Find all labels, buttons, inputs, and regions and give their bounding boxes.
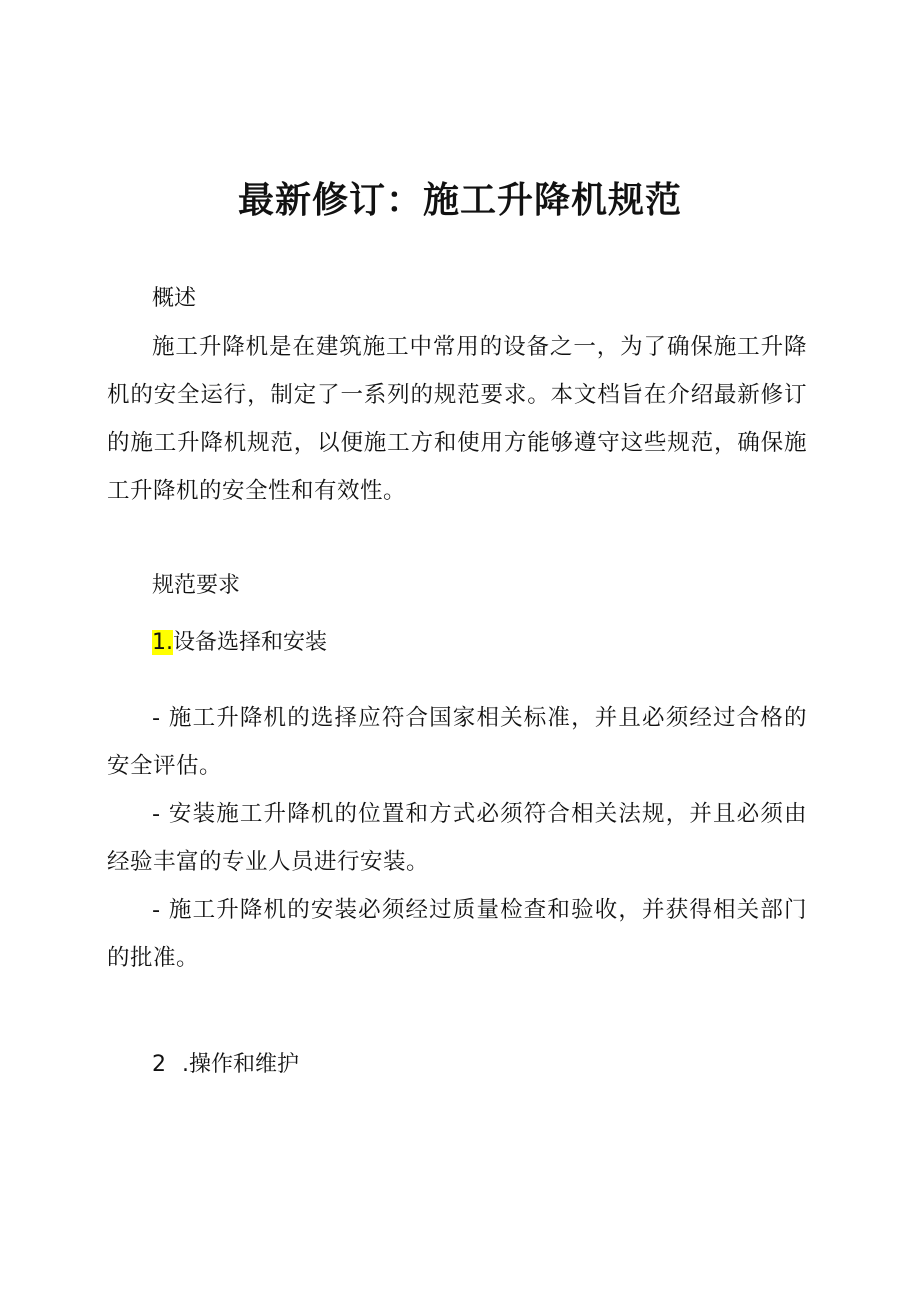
section-1-number: 1. bbox=[152, 630, 173, 655]
overview-heading: 概述 bbox=[152, 286, 197, 311]
section-1-title: 设备选择和安装 bbox=[173, 630, 328, 655]
section-2-heading bbox=[152, 1049, 299, 1081]
document-title: 最新修订：施工升降机规范 bbox=[237, 180, 682, 221]
section-1-heading bbox=[152, 627, 327, 659]
overview-paragraph: 施工升降机是在建筑施工中常用的设备之一，为了确保施工升降机的安全运行，制定了一系列的规范要求。本文档旨在介绍最新修订的施工升降机规范，以便施工方和使用方能够遵守这些规范，确保施工升降机的安全性和有效性。 bbox=[107, 334, 807, 504]
section-2-title: .操作和维护 bbox=[182, 1052, 299, 1077]
section-1-item: - 安装施工升降机的位置和方式必须符合相关法规，并且必须由经验丰富的专业人员进行安装。 bbox=[107, 801, 807, 875]
requirements-heading: 规范要求 bbox=[152, 573, 241, 598]
section-2-number: 2 bbox=[152, 1052, 166, 1077]
section-1-item: - 施工升降机的选择应符合国家相关标准，并且必须经过合格的安全评估。 bbox=[107, 705, 807, 779]
section-1-item: - 施工升降机的安装必须经过质量检查和验收，并获得相关部门的批准。 bbox=[107, 897, 807, 971]
